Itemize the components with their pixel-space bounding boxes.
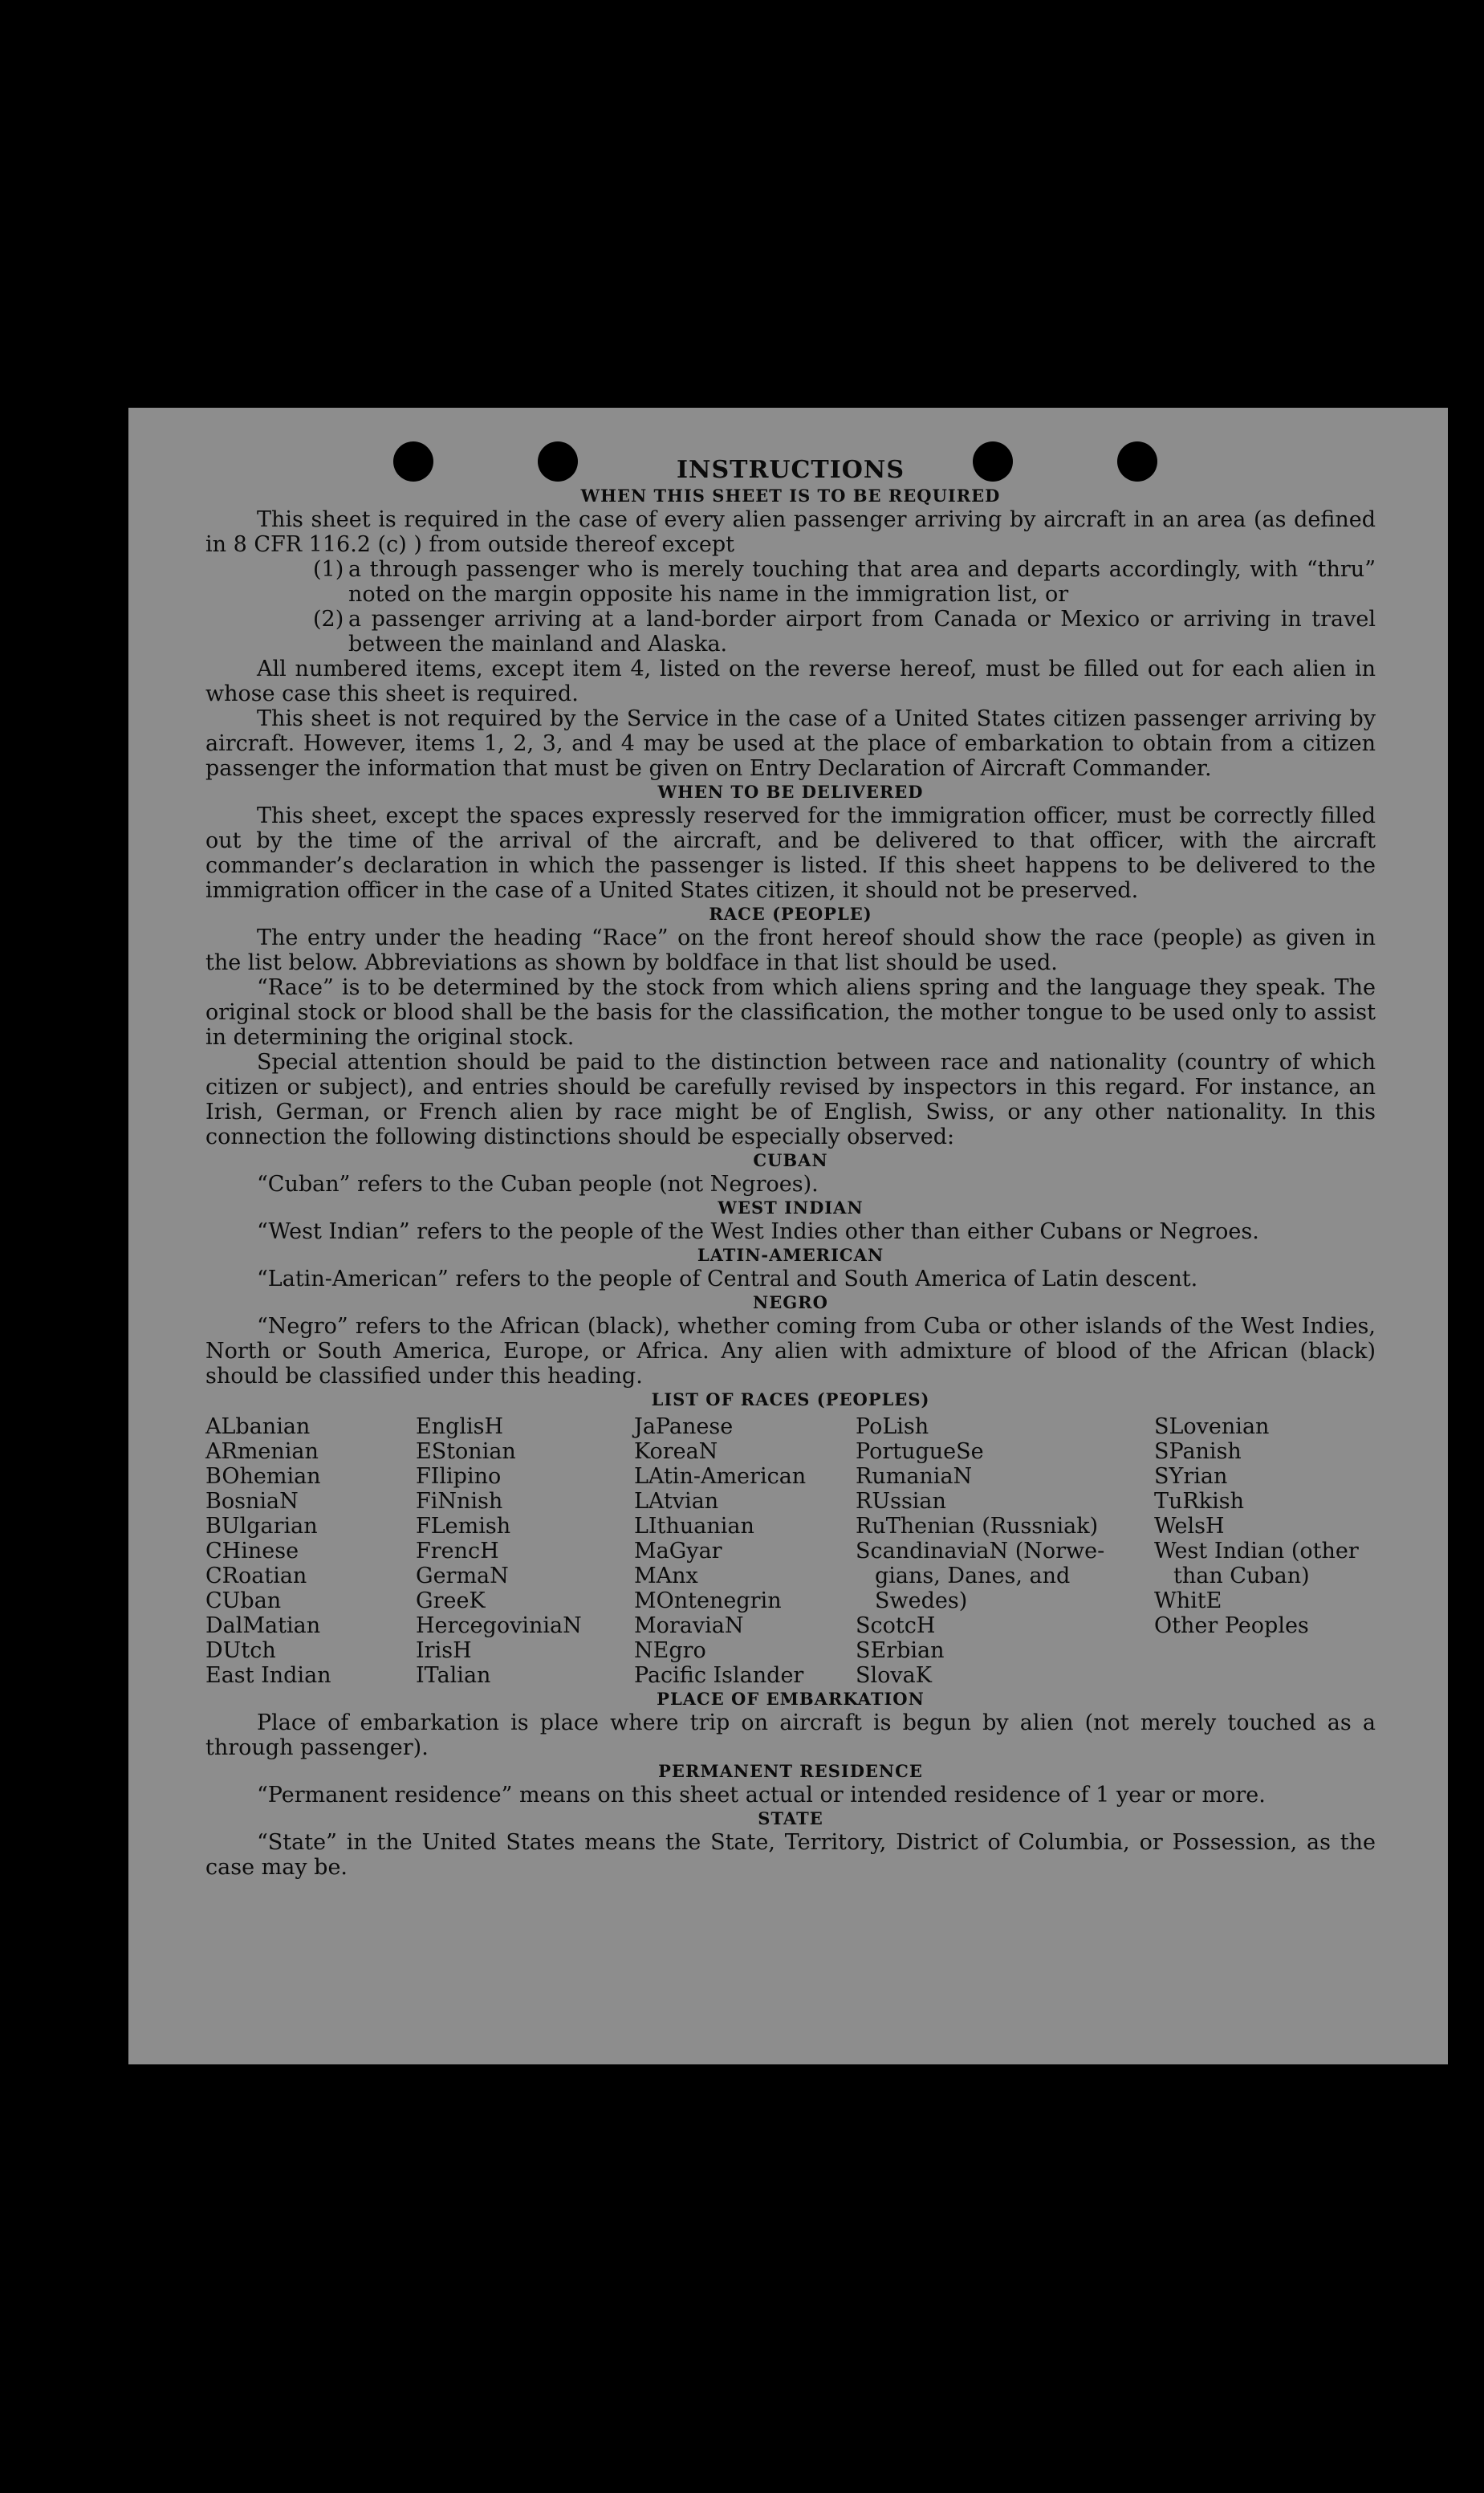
race-item: ALbanian <box>205 1414 311 1439</box>
races-column-4 <box>856 1414 1154 1688</box>
race-item: CHinese <box>205 1539 299 1564</box>
embarkation-paragraph: Place of embarkation is place where trip on aircraft is begun by alien (not merely touched as a through passenger). <box>205 1710 1376 1760</box>
race-item: ScandinaviaN (Norwe- <box>856 1539 1105 1564</box>
races-column-3 <box>634 1414 856 1688</box>
negro-paragraph: “Negro” refers to the African (black), whether coming from Cuba or other islands of the West Indies, North or South America, Europe, or Africa. Any alien with admixture of blood of the African (black) should be classified under this heading. <box>205 1314 1376 1389</box>
race-item: CUban <box>205 1588 282 1613</box>
state-paragraph: “State” in the United States means the State, Territory, District of Columbia, or Possession, as the case may be. <box>205 1830 1376 1880</box>
race-item: Pacific Islander <box>634 1663 804 1688</box>
race-item: FLemish <box>416 1514 511 1539</box>
latin-american-paragraph: “Latin-American” refers to the people of Central and South America of Latin descent. <box>257 1267 1198 1291</box>
race-item: HercegoviniaN <box>416 1613 582 1638</box>
race-item: West Indian (other <box>1154 1539 1359 1564</box>
race-item: SErbian <box>856 1638 945 1663</box>
page-title: INSTRUCTIONS <box>677 456 905 484</box>
race-item: BUlgarian <box>205 1514 318 1539</box>
race-item: TuRkish <box>1154 1489 1244 1514</box>
race-item: EnglisH <box>416 1414 504 1439</box>
race-item: GermaN <box>416 1564 509 1588</box>
race-item: SlovaK <box>856 1663 932 1688</box>
race-item: PoLish <box>856 1414 929 1439</box>
race-item: MAnx <box>634 1564 698 1588</box>
race-item: SYrian <box>1154 1464 1228 1489</box>
race-paragraph-1: The entry under the heading “Race” on the front hereof should show the race (people) as given in the list below. Abbreviations as shown by boldface in that list should be used. <box>205 925 1376 975</box>
heading-cuban: CUBAN <box>753 1150 828 1170</box>
item-text: a passenger arriving at a land-border airport from Canada or Mexico or arriving in travel between the mainland and Alaska. <box>348 607 1376 657</box>
race-item: LIthuanian <box>634 1514 754 1539</box>
race-item: MoraviaN <box>634 1613 744 1638</box>
required-item-1 <box>313 557 1376 607</box>
race-item: RuThenian (Russniak) <box>856 1514 1099 1539</box>
residence-paragraph: “Permanent residence” means on this sheet actual or intended residence of 1 year or more. <box>257 1783 1266 1808</box>
race-item: BosniaN <box>205 1489 299 1514</box>
race-item: EStonian <box>416 1439 516 1464</box>
race-item: ITalian <box>416 1663 491 1688</box>
race-item: RUssian <box>856 1489 946 1514</box>
heading-place-of-embarkation: PLACE OF EMBARKATION <box>657 1689 925 1709</box>
race-item: KoreaN <box>634 1439 718 1464</box>
cuban-paragraph: “Cuban” refers to the Cuban people (not Negroes). <box>257 1172 819 1197</box>
race-item: GreeK <box>416 1588 486 1613</box>
heading-latin-american: LATIN-AMERICAN <box>697 1245 884 1265</box>
race-paragraph-2: “Race” is to be determined by the stock from which aliens spring and the language they speak. The original stock or blood shall be the basis for the classification, the mother tongue to be used only to assist in determining the original stock. <box>205 975 1376 1050</box>
heading-permanent-residence: PERMANENT RESIDENCE <box>658 1761 923 1781</box>
race-item-continuation: than Cuban) <box>1173 1564 1310 1588</box>
race-item: East Indian <box>205 1663 331 1688</box>
race-item: DalMatian <box>205 1613 321 1638</box>
heading-west-indian: WEST INDIAN <box>718 1198 864 1218</box>
race-item: FIlipino <box>416 1464 502 1489</box>
race-item: ARmenian <box>205 1439 319 1464</box>
race-item: LAtvian <box>634 1489 719 1514</box>
required-paragraph-2: All numbered items, except item 4, listed on the reverse hereof, must be filled out for each alien in whose case this sheet is required. <box>205 657 1376 706</box>
race-item: WelsH <box>1154 1514 1225 1539</box>
race-item: LAtin-American <box>634 1464 807 1489</box>
race-item: JaPanese <box>634 1414 734 1439</box>
item-text: a through passenger who is merely touching that area and departs accordingly, with “thru” noted on the margin opposite his name in the immigration list, or <box>348 557 1376 607</box>
heading-when-delivered: WHEN TO BE DELIVERED <box>657 782 924 802</box>
races-list <box>205 1414 1376 1688</box>
instructions-content <box>205 456 1376 1880</box>
required-item-2 <box>313 607 1376 657</box>
race-item: NEgro <box>634 1638 706 1663</box>
delivered-paragraph: This sheet, except the spaces expressly reserved for the immigration officer, must be correctly filled out by the time of the arrival of the aircraft, and be delivered to that officer, with the aircraft commander’s declaration in which the passenger is listed. If this sheet happens to be delivered to the immigration officer in the case of a United States citizen, it should not be preserved. <box>205 803 1376 903</box>
races-column-1 <box>205 1414 416 1688</box>
race-item: CRoatian <box>205 1564 307 1588</box>
item-number: (1) <box>313 557 344 582</box>
required-intro: This sheet is required in the case of every alien passenger arriving by aircraft in an area (as defined in 8 CFR 116.2 (c) ) from outside thereof except <box>205 507 1376 557</box>
race-item-continuation: Swedes) <box>875 1588 968 1613</box>
race-item: WhitE <box>1154 1588 1222 1613</box>
race-item: RumaniaN <box>856 1464 973 1489</box>
race-item: ScotcH <box>856 1613 936 1638</box>
race-item: SLovenian <box>1154 1414 1270 1439</box>
races-column-2 <box>416 1414 634 1688</box>
item-number: (2) <box>313 607 344 632</box>
race-item: Other Peoples <box>1154 1613 1309 1638</box>
race-item: FiNnish <box>416 1489 503 1514</box>
race-item: DUtch <box>205 1638 276 1663</box>
race-item: IrisH <box>416 1638 472 1663</box>
form-sheet <box>128 408 1448 2064</box>
races-column-5 <box>1154 1414 1376 1688</box>
race-item: PortugueSe <box>856 1439 984 1464</box>
heading-when-required: WHEN THIS SHEET IS TO BE REQUIRED <box>580 486 1001 506</box>
heading-race: RACE (PEOPLE) <box>709 904 872 924</box>
race-item-continuation: gians, Danes, and <box>875 1564 1071 1588</box>
race-paragraph-3: Special attention should be paid to the distinction between race and nationality (country of which citizen or subject), and entries should be carefully revised by inspectors in this regard. For instance, an Irish, German, or French alien by race might be of English, Swiss, or any other nationality. In this connection the following distinctions should be especially observed: <box>205 1050 1376 1149</box>
race-item: FrencH <box>416 1539 499 1564</box>
west-indian-paragraph: “West Indian” refers to the people of the West Indies other than either Cubans or Negroes. <box>257 1219 1259 1244</box>
race-item: MaGyar <box>634 1539 722 1564</box>
race-item: MOntenegrin <box>634 1588 782 1613</box>
heading-negro: NEGRO <box>753 1292 828 1312</box>
required-paragraph-3: This sheet is not required by the Service in the case of a United States citizen passenger arriving by aircraft. However, items 1, 2, 3, and 4 may be used at the place of embarkation to obtain from a citizen passenger the information that must be given on Entry Declaration of Aircraft Commander. <box>205 706 1376 781</box>
heading-list-of-races: LIST OF RACES (PEOPLES) <box>651 1389 930 1409</box>
race-item: SPanish <box>1154 1439 1242 1464</box>
race-item: BOhemian <box>205 1464 321 1489</box>
heading-state: STATE <box>758 1808 823 1828</box>
